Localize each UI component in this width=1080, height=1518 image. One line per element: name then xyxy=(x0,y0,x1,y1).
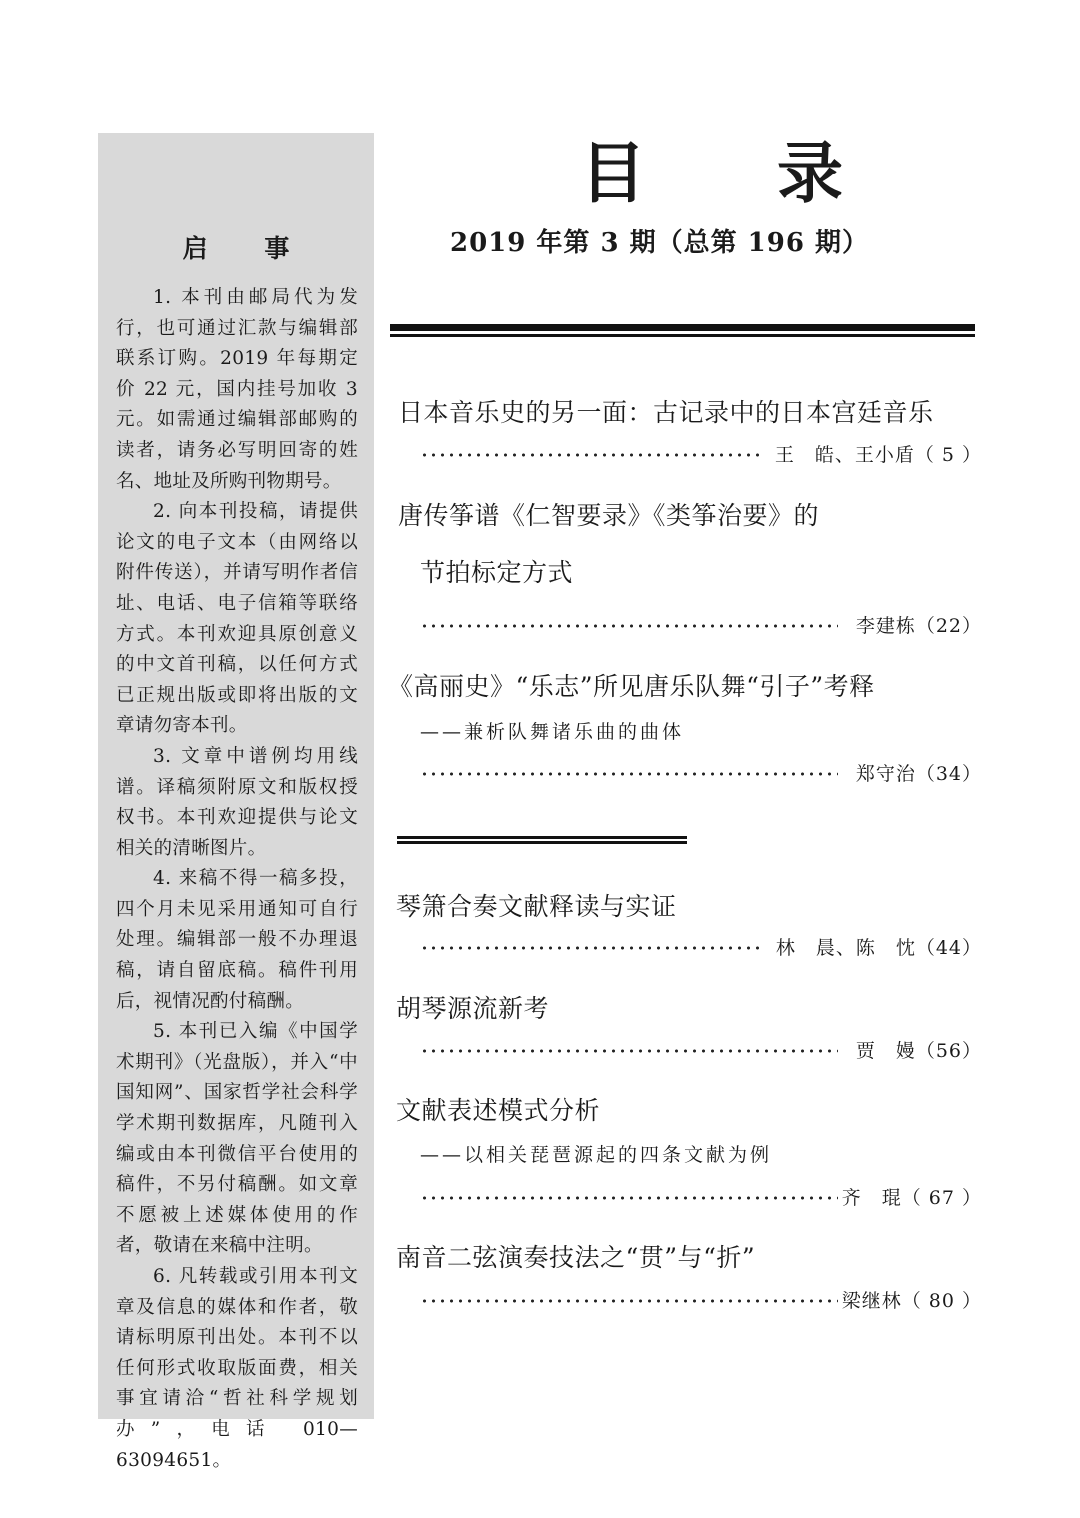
toc-entry-title[interactable]: 《高丽史》“乐志”所见唐乐队舞“引子”考释 xyxy=(388,672,875,701)
notice-panel xyxy=(98,133,374,1471)
toc-entry-title[interactable]: 日本音乐史的另一面：古记录中的日本宫廷音乐 xyxy=(398,398,934,427)
toc-entry-author: 贾 嫚（56） xyxy=(855,1040,982,1062)
issue-number: 2019 年第 3 期（总第 196 期） xyxy=(450,228,869,258)
toc-entry-title[interactable]: 南音二弦演奏技法之“贯”与“折” xyxy=(396,1243,756,1272)
notice-paragraph: 1. 本刊由邮局代为发行，也可通过汇款与编辑部联系订购。2019 年每期定价 22 元，国内挂号加收 3 元。如需通过编辑部邮购的读者，请务必写明回寄的姓名、地址及所购刊物期号。 xyxy=(116,287,358,492)
toc-entry-title[interactable]: 唐传筝谱《仁智要录》《类筝治要》的 xyxy=(398,501,820,530)
toc-entry-author: 齐 琨（ 67 ） xyxy=(841,1187,982,1209)
leader-dots xyxy=(420,1196,838,1200)
toc-entry-title[interactable]: 胡琴源流新考 xyxy=(396,994,550,1023)
notice-paragraph: 5. 本刊已入编《中国学术期刊》（光盘版），并入“中国知网”、国家哲学社会科学学术期刊数据库，凡随刊入编或由本刊微信平台使用的稿件，不另付稿酬。如文章不愿被上述媒体使用的作者，敬请在来稿中注明。 xyxy=(116,1021,358,1257)
notice-paragraph: 2. 向本刊投稿，请提供论文的电子文本（由网络以附件传送），并请写明作者信址、电话、电子信箱等联络方式。本刊欢迎具原创意义的中文首刊稿，以任何方式已正规出版或即将出版的文章请勿寄本刊。 xyxy=(116,501,358,737)
notice-body xyxy=(116,283,358,1476)
toc-entry-subtitle: ——兼析队舞诸乐曲的曲体 xyxy=(420,721,685,743)
toc-entry-author: 李建栋（22） xyxy=(855,615,982,637)
toc-entry-author: 梁继林（ 80 ） xyxy=(841,1290,982,1312)
leader-dots xyxy=(420,772,838,776)
toc-entry-title[interactable]: 琴箫合奏文献释读与实证 xyxy=(396,892,677,921)
notice-title: 启 事 xyxy=(182,234,314,263)
leader-dots xyxy=(420,946,765,950)
toc-entry-title[interactable]: 文献表述模式分析 xyxy=(396,1096,601,1125)
toc-entry-subtitle: ——以相关琵琶源起的四条文献为例 xyxy=(420,1144,773,1166)
toc-entry-author: 王 皓、王小盾（ 5 ） xyxy=(774,444,982,466)
section-divider xyxy=(397,836,687,844)
notice-paragraph: 3. 文章中谱例均用线谱。译稿须附原文和版权授权书。本刊欢迎提供与论文相关的清晰图片。 xyxy=(116,745,358,859)
notice-paragraph: 6. 凡转载或引用本刊文章及信息的媒体和作者，敬请标明原刊出处。本刊不以任何形式收取版面费，相关事宜请洽“哲社科学规划办”，电话 010—63094651。 xyxy=(116,1266,358,1471)
page-title: 目 录 xyxy=(580,135,897,212)
toc-entry-author: 林 晨、陈 忱（44） xyxy=(775,937,982,959)
leader-dots xyxy=(420,624,838,628)
toc-entry-title-continued[interactable]: 节拍标定方式 xyxy=(420,558,574,587)
leader-dots xyxy=(420,1299,838,1303)
leader-dots xyxy=(420,453,765,457)
leader-dots xyxy=(420,1049,838,1053)
header-divider xyxy=(390,324,975,338)
toc-entry-author: 郑守治（34） xyxy=(855,763,982,785)
notice-paragraph: 4. 来稿不得一稿多投，四个月未见采用通知可自行处理。编辑部一般不办理退稿，请自留底稿。稿件刊用后，视情况酌付稿酬。 xyxy=(116,868,358,1012)
